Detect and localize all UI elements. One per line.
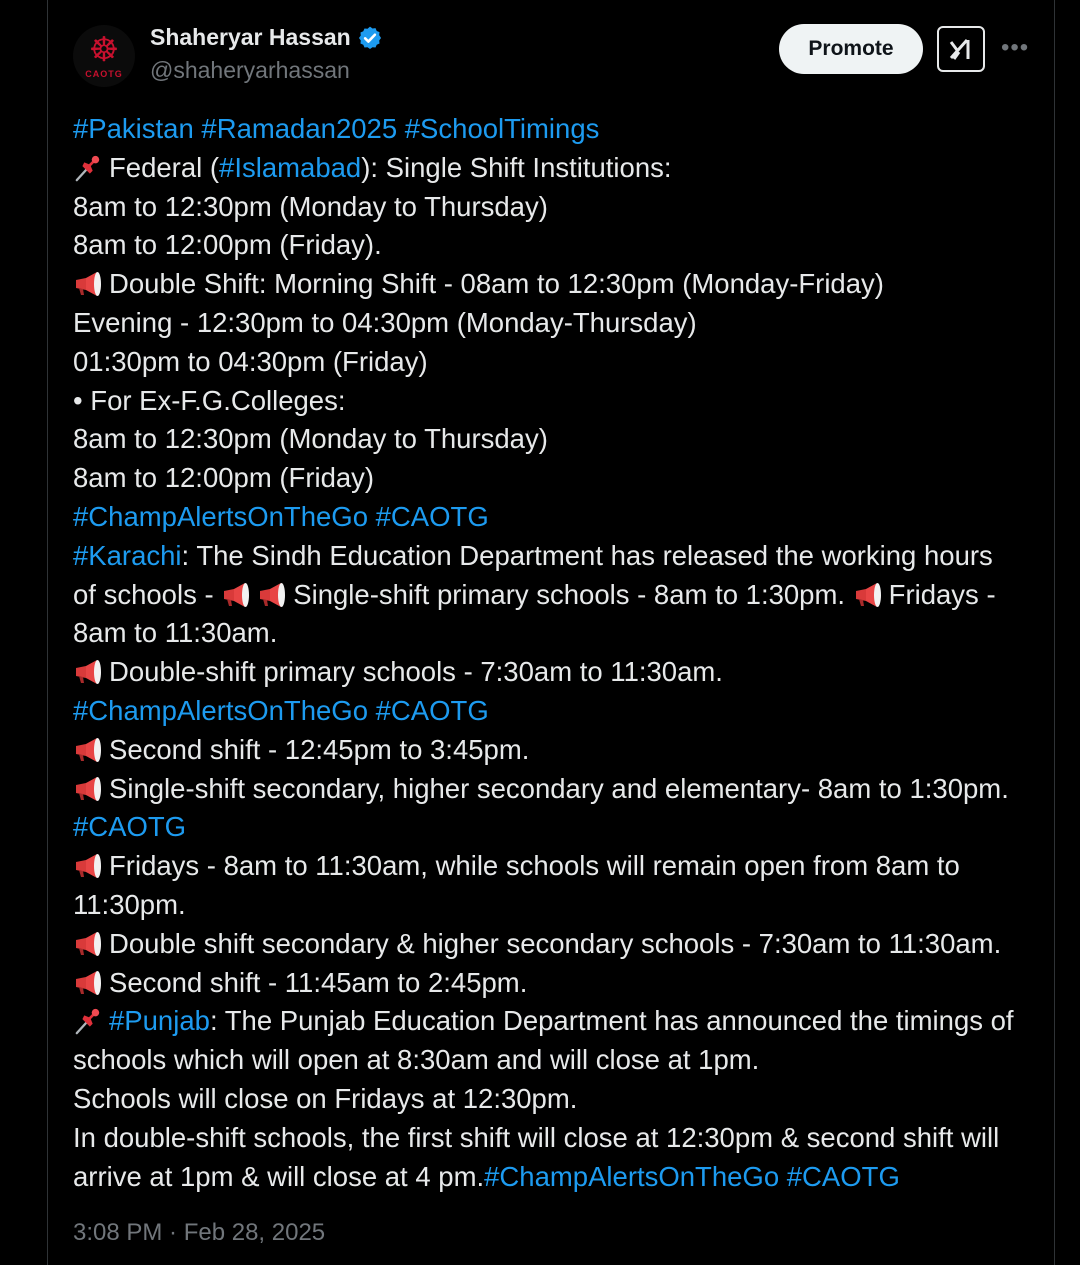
megaphone-icon <box>853 581 883 609</box>
post-line <box>73 343 1043 382</box>
post-line <box>73 1158 1043 1197</box>
hashtag-link[interactable]: #Pakistan #Ramadan2025 #SchoolTimings <box>73 113 600 144</box>
post-line <box>73 808 1043 847</box>
megaphone-icon <box>221 581 251 609</box>
post-line <box>73 653 1043 692</box>
megaphone-icon <box>73 852 103 880</box>
post-text-segment: of schools - <box>73 578 222 610</box>
post-line <box>73 226 1043 265</box>
post-line <box>73 1041 1043 1080</box>
hashtag-link[interactable]: #ChampAlertsOnTheGo #CAOTG <box>73 694 489 726</box>
post-text-segment: arrive at 1pm & will close at 4 pm. <box>73 1160 485 1192</box>
post-line <box>73 537 1043 576</box>
post-line <box>73 304 1043 343</box>
post-line <box>73 1002 1043 1041</box>
post-line <box>73 770 1043 809</box>
more-icon: ••• <box>1001 34 1030 61</box>
post-line <box>73 576 1043 615</box>
post-line <box>73 420 1043 459</box>
post-text-segment: In double-shift schools, the first shift will close at 12:30pm & second shift will <box>73 1121 1000 1153</box>
verified-badge-icon <box>357 25 383 51</box>
author-name-text: Shaheryar Hassan <box>150 24 351 50</box>
avatar[interactable] <box>73 25 135 87</box>
post-text-segment: Fridays - <box>888 578 996 610</box>
hashtag-link[interactable]: #Karachi <box>73 539 182 571</box>
post-text-segment: : The Sindh Education Department has released the working hours <box>181 539 993 571</box>
pushpin-icon <box>73 1007 103 1035</box>
post-text-segment: Single-shift secondary, higher secondary and elementary- 8am to 1:30pm. <box>109 772 1009 804</box>
post-line <box>73 692 1043 731</box>
post-line <box>73 265 1043 304</box>
post-text-segment: 8am to 12:00pm (Friday) <box>73 462 375 494</box>
post-text <box>73 110 1043 1196</box>
post-text-segment: Double-shift primary schools - 7:30am to 11:30am. <box>109 656 723 688</box>
grok-icon <box>946 34 976 64</box>
post-text-segment: Fridays - 8am to 11:30am, while schools will remain open from 8am to <box>109 850 960 882</box>
post-line <box>73 731 1043 770</box>
hashtag-link[interactable]: #Punjab <box>109 1005 210 1037</box>
megaphone-icon <box>73 969 103 997</box>
post-line <box>73 886 1043 925</box>
post-line <box>73 110 1043 149</box>
post-text-segment: 11:30pm. <box>73 888 186 920</box>
post-line <box>73 1080 1043 1119</box>
hashtag-link[interactable]: #Islamabad <box>219 151 362 183</box>
post-line <box>73 925 1043 964</box>
hashtag-link[interactable]: #ChampAlertsOnTheGo #CAOTG <box>484 1160 900 1192</box>
post-line <box>73 1119 1043 1158</box>
megaphone-icon <box>73 658 103 686</box>
post-text-segment: 8am to 12:30pm (Monday to Thursday) <box>73 190 548 222</box>
author-handle[interactable]: @shaheryarhassan <box>150 57 350 83</box>
post-line <box>73 149 1043 188</box>
megaphone-icon <box>73 270 103 298</box>
megaphone-icon <box>73 930 103 958</box>
post-text-segment: Double shift secondary & higher secondary schools - 7:30am to 11:30am. <box>109 927 1002 959</box>
more-options-button[interactable] <box>1001 34 1029 62</box>
post-line <box>73 459 1043 498</box>
post-line <box>73 188 1043 227</box>
post-text-segment: Double Shift: Morning Shift - 08am to 12:30pm (Monday-Friday) <box>109 268 884 300</box>
timestamp[interactable]: 3:08 PM · Feb 28, 2025 <box>73 1219 326 1246</box>
megaphone-icon <box>73 775 103 803</box>
avatar-logo-icon: ☸ <box>88 30 120 70</box>
post-text-segment: Evening - 12:30pm to 04:30pm (Monday-Thursday) <box>73 306 697 338</box>
post-text-segment: Second shift - 12:45pm to 3:45pm. <box>109 733 530 765</box>
post-text-segment: Single-shift primary schools - 8am to 1:30pm. <box>293 578 853 610</box>
megaphone-icon <box>73 736 103 764</box>
megaphone-icon <box>257 581 287 609</box>
avatar-text: CAOTG <box>85 69 123 79</box>
post-text-segment: 8am to 12:30pm (Monday to Thursday) <box>73 423 548 455</box>
post-text-segment: : The Punjab Education Department has announced the timings of <box>209 1005 1014 1037</box>
post-text-segment: 8am to 11:30am. <box>73 617 278 649</box>
post-text-segment: Schools will close on Fridays at 12:30pm. <box>73 1082 578 1114</box>
post-line <box>73 382 1043 421</box>
hashtag-link[interactable]: #CAOTG <box>73 811 187 843</box>
post-text-segment: Federal ( <box>109 151 220 183</box>
hashtag-link[interactable]: #ChampAlertsOnTheGo #CAOTG <box>73 500 489 532</box>
post-line <box>73 498 1043 537</box>
grok-button[interactable] <box>937 26 985 72</box>
post-text-segment: Second shift - 11:45am to 2:45pm. <box>109 966 528 998</box>
post-text-segment: • For Ex-F.G.Colleges: <box>73 384 346 416</box>
post-text-segment: 8am to 12:00pm (Friday). <box>73 229 382 261</box>
pushpin-icon <box>73 154 103 182</box>
author-name[interactable] <box>150 24 383 51</box>
post-line <box>73 847 1043 886</box>
post-text-segment: ): Single Shift Institutions: <box>361 151 672 183</box>
post-text-segment: schools which will open at 8:30am and will close at 1pm. <box>73 1044 760 1076</box>
post-text-segment: 01:30pm to 04:30pm (Friday) <box>73 345 428 377</box>
post-line <box>73 964 1043 1003</box>
post-line <box>73 614 1043 653</box>
promote-button[interactable]: Promote <box>779 24 923 74</box>
